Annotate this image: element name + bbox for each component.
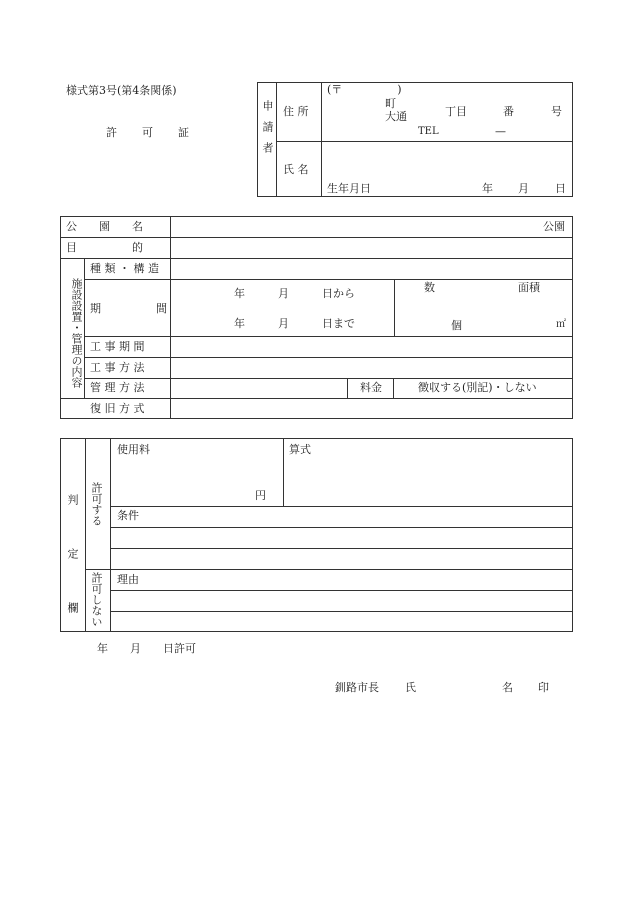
name-label: 氏 名 — [283, 163, 309, 176]
odori-label: 大通 — [385, 110, 407, 123]
birth-month-label: 月 — [518, 182, 529, 195]
usage-fee-label: 使用料 — [117, 443, 150, 456]
tel-label: TEL — [418, 126, 439, 137]
kind-structure-label: 種 類 ・ 構 造 — [90, 262, 159, 275]
management-method-label: 管 理 方 法 — [90, 381, 145, 394]
formula-label: 算式 — [289, 443, 311, 456]
area-unit: ㎡ — [556, 319, 566, 330]
birth-day-label: 日 — [555, 182, 566, 195]
address-label: 住 所 — [283, 105, 309, 118]
postal-code-field[interactable]: (〒 ) — [327, 83, 402, 96]
conditions-label: 条件 — [117, 509, 139, 522]
mayor-mei-label: 名 — [502, 681, 513, 694]
period-label: 期 間 — [90, 302, 167, 315]
period-from: 年 月 日から — [234, 287, 355, 300]
period-to: 年 月 日まで — [234, 317, 355, 330]
fee-label: 料金 — [360, 381, 382, 394]
reason-label: 理由 — [117, 573, 139, 586]
work-method-label: 工 事 方 法 — [90, 361, 145, 374]
form-number: 様式第3号(第4条関係) — [66, 84, 177, 97]
go-label: 号 — [551, 105, 562, 118]
restoration-method-label: 復 旧 方 式 — [90, 402, 145, 415]
purpose-label: 目 的 — [66, 241, 143, 254]
deny-label: 許可しない — [90, 572, 103, 627]
seal-label: 印 — [538, 681, 549, 694]
mayor-shi-label: 氏 — [405, 681, 416, 694]
fee-options: 徴収する(別記)・しない — [418, 381, 537, 394]
park-name-label: 公 園 名 — [66, 220, 143, 233]
yen-label: 円 — [255, 489, 266, 502]
count-label: 数 — [424, 281, 435, 294]
judgment-label: 判 定 欄 — [66, 494, 79, 629]
chome-label: 丁目 — [445, 105, 467, 118]
park-suffix: 公園 — [543, 220, 565, 233]
permit-label: 許可する — [90, 482, 103, 526]
birth-year-label: 年 — [482, 182, 493, 195]
area-label: 面積 — [518, 281, 540, 294]
tel-dash: — — [495, 125, 506, 138]
town-label: 町 — [385, 97, 396, 110]
page-title: 許 可 証 — [106, 126, 190, 139]
mayor-label: 釧路市長 — [335, 681, 379, 694]
work-period-label: 工 事 期 間 — [90, 340, 145, 353]
ban-label: 番 — [503, 105, 514, 118]
birthdate-label: 生年月日 — [327, 182, 371, 195]
facility-group-label: 施設設置・管理の内容 — [70, 278, 83, 388]
permit-date: 年 月 日許可 — [97, 642, 196, 655]
count-unit: 個 — [451, 319, 462, 332]
applicant-label: 申請者 — [261, 100, 274, 163]
